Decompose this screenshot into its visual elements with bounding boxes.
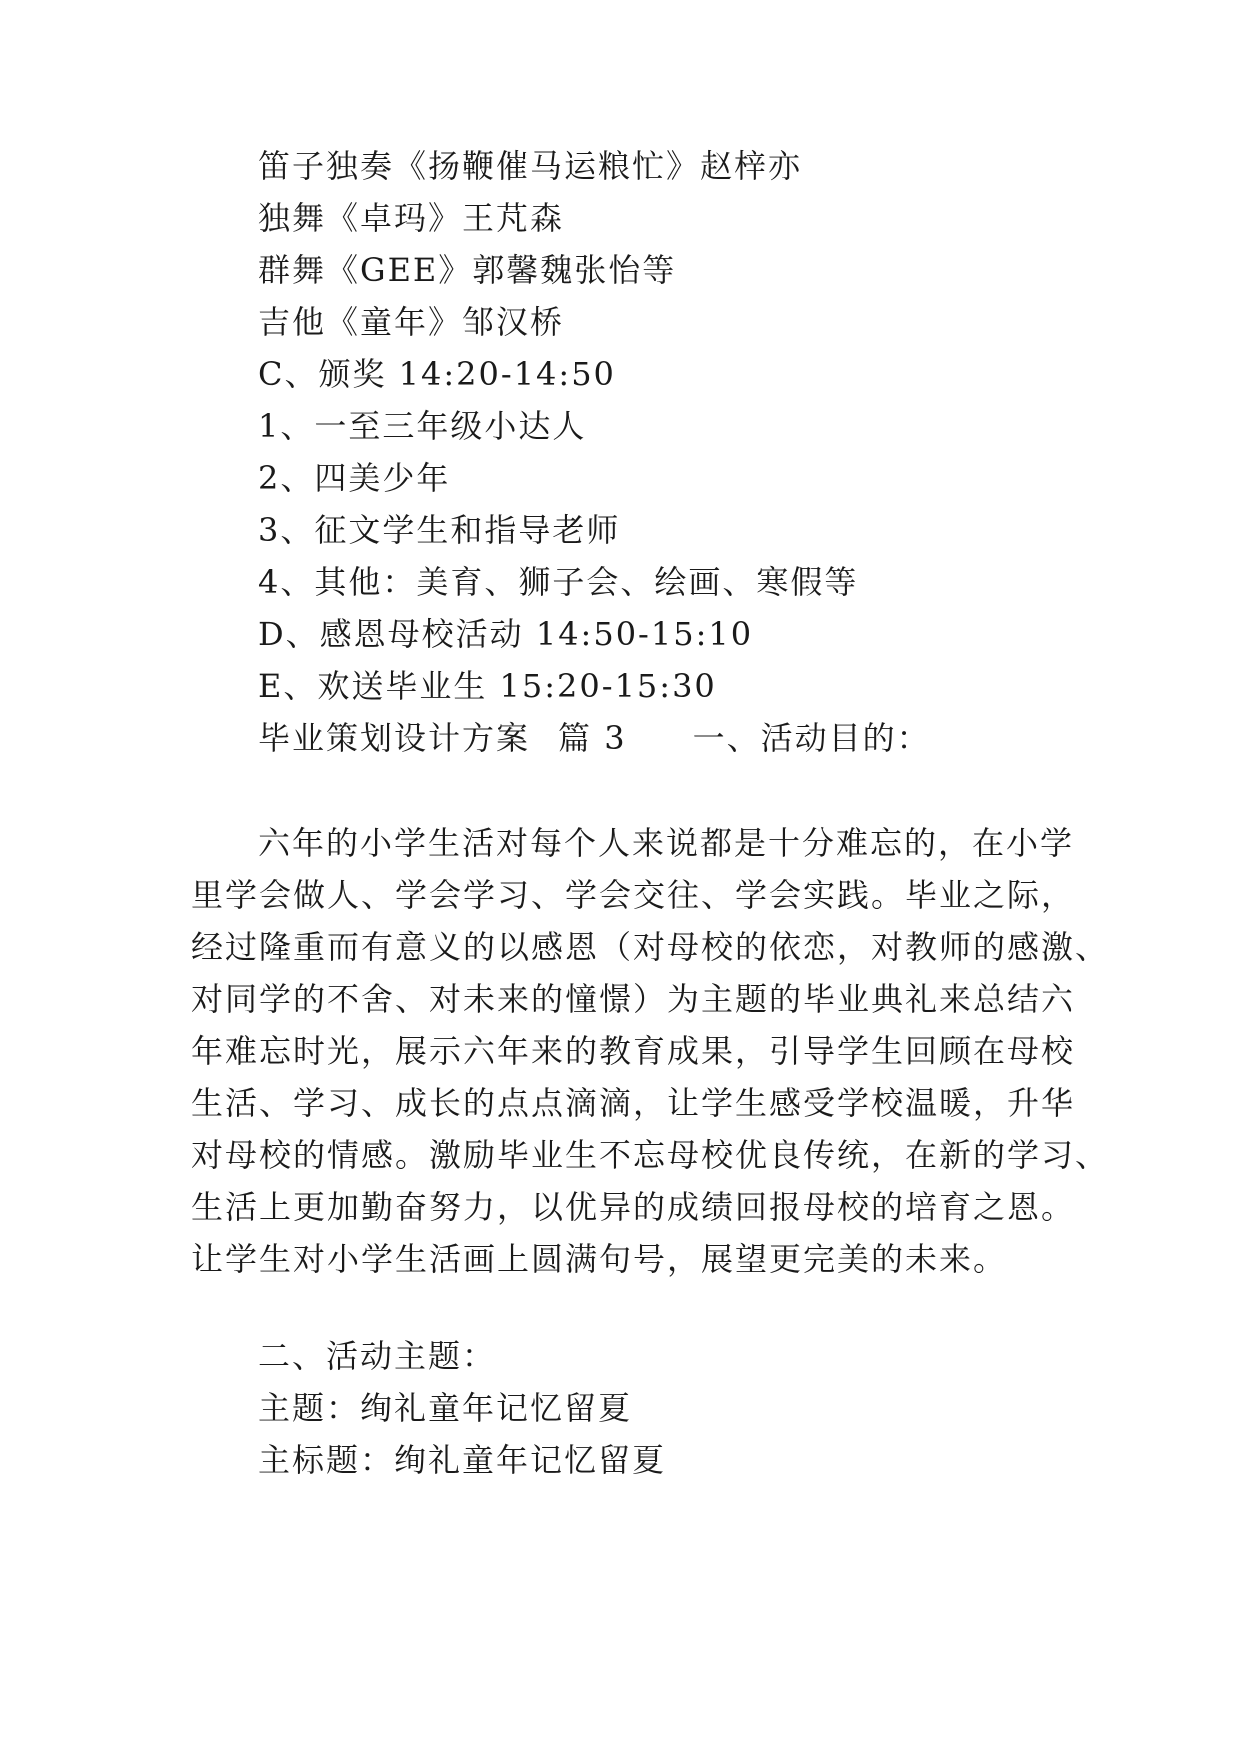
paragraph-line: 生活、学习、成长的点点滴滴，让学生感受学校温暖，升华 bbox=[191, 1084, 1076, 1122]
section-subtitle: 一、活动目的： bbox=[692, 719, 931, 757]
paragraph-line: 生活上更加勤奋努力，以优异的成绩回报母校的培育之恩。 bbox=[191, 1188, 1076, 1226]
program-item: D、感恩母校活动 14:50-15:10 bbox=[258, 615, 754, 653]
program-item: C、颁奖 14:20-14:50 bbox=[258, 355, 616, 393]
paragraph-line: 年难忘时光，展示六年来的教育成果，引导学生回顾在母校 bbox=[191, 1032, 1076, 1070]
paragraph-line: 对母校的情感。激励毕业生不忘母校优良传统，在新的学习、 bbox=[191, 1136, 1110, 1174]
paragraph-line: 让学生对小学生活画上圆满句号，展望更完美的未来。 bbox=[191, 1240, 1008, 1278]
program-item: 2、四美少年 bbox=[258, 459, 451, 497]
section-heading bbox=[258, 718, 931, 758]
program-item: 3、征文学生和指导老师 bbox=[258, 511, 621, 549]
theme-heading: 二、活动主题： bbox=[258, 1337, 497, 1375]
program-item: 吉他《童年》邹汉桥 bbox=[258, 303, 565, 341]
program-item: 群舞《GEE》郭馨魏张怡等 bbox=[258, 251, 677, 289]
theme-line: 主题：绚礼童年记忆留夏 bbox=[258, 1389, 633, 1427]
program-item: 笛子独奏《扬鞭催马运粮忙》赵梓亦 bbox=[258, 147, 803, 185]
paragraph-line: 六年的小学生活对每个人来说都是十分难忘的，在小学 bbox=[258, 824, 1075, 862]
paragraph-line: 对同学的不舍、对未来的憧憬）为主题的毕业典礼来总结六 bbox=[191, 980, 1076, 1018]
paragraph-line: 经过隆重而有意义的以感恩（对母校的依恋，对教师的感激、 bbox=[191, 928, 1110, 966]
section-part: 篇 3 bbox=[558, 719, 627, 757]
program-item: 1、一至三年级小达人 bbox=[258, 407, 587, 445]
section-title: 毕业策划设计方案 bbox=[258, 719, 531, 757]
paragraph-line: 里学会做人、学会学习、学会交往、学会实践。毕业之际， bbox=[191, 876, 1076, 914]
program-item: 独舞《卓玛》王芃森 bbox=[258, 199, 565, 237]
program-item: E、欢送毕业生 15:20-15:30 bbox=[258, 667, 717, 705]
main-title-line: 主标题：绚礼童年记忆留夏 bbox=[258, 1441, 667, 1479]
program-item: 4、其他：美育、狮子会、绘画、寒假等 bbox=[258, 563, 859, 601]
